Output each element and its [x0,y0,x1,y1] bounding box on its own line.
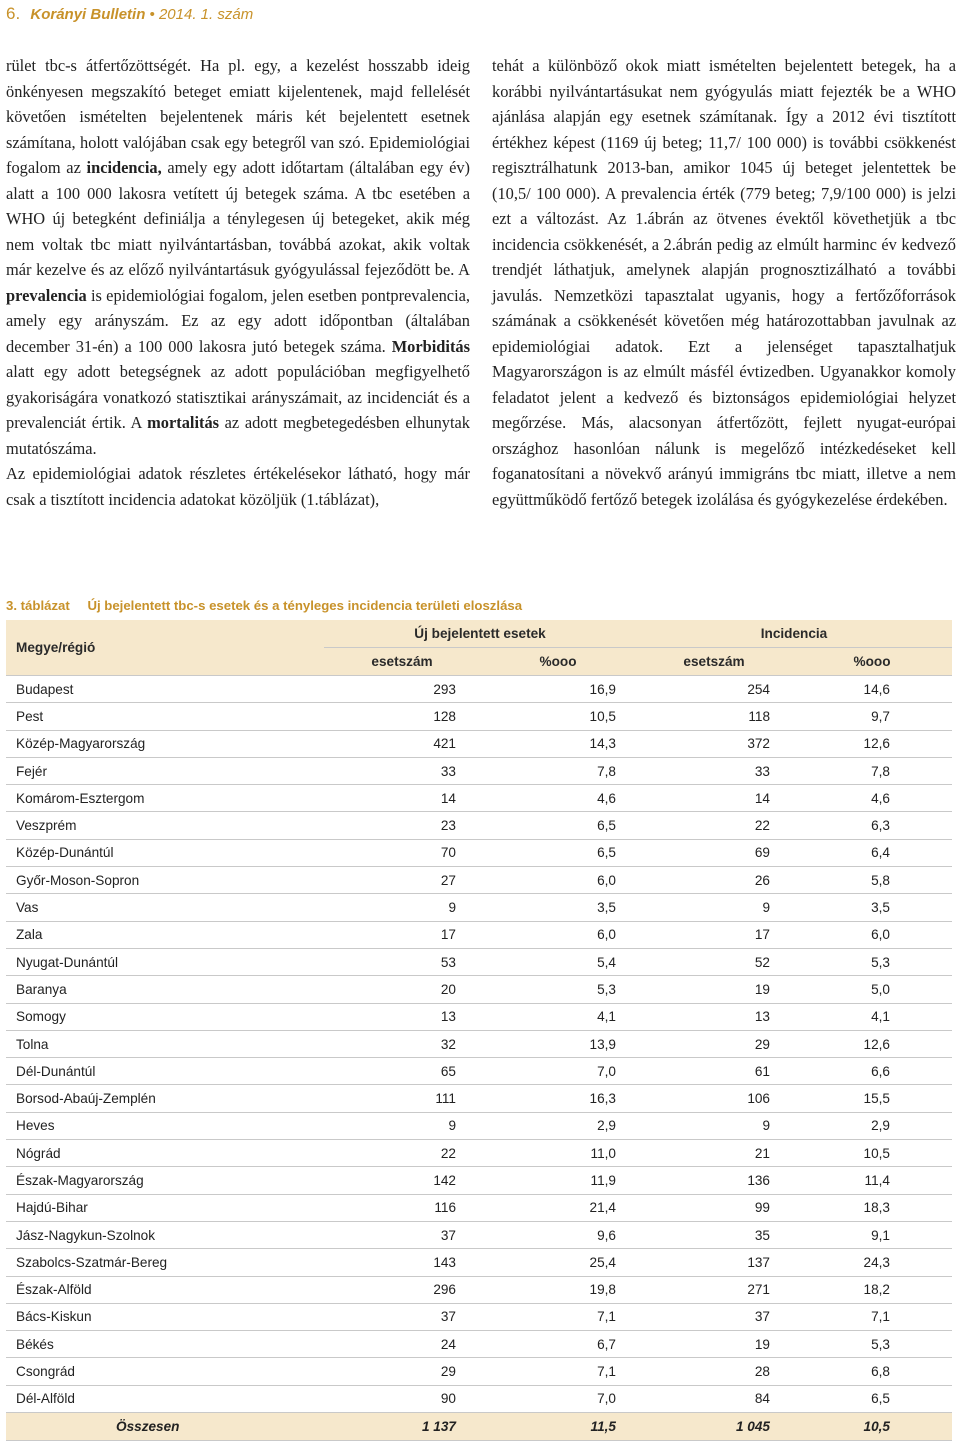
table-row [6,1303,952,1330]
table-row [6,894,952,921]
incidence-cases: 106 [636,1085,792,1112]
region-column-header: Megye/régió [6,620,324,676]
region-name: Csongrád [6,1358,324,1385]
new-cases: 9 [324,894,480,921]
region-name: Nógrád [6,1140,324,1167]
page-number: 6. [6,4,21,23]
table-row [6,812,952,839]
new-cases: 90 [324,1385,480,1412]
incidence-rate: 7,8 [792,757,952,784]
new-cases-rate: 6,5 [480,839,636,866]
region-name: Nyugat-Dunántúl [6,948,324,975]
incidence-cases: 271 [636,1276,792,1303]
new-cases-rate: 16,9 [480,676,636,703]
region-name: Közép-Dunántúl [6,839,324,866]
incidence-cases: 372 [636,730,792,757]
incidence-rate: 3,5 [792,894,952,921]
incidence-rate: 10,5 [792,1140,952,1167]
table-row [6,1358,952,1385]
incidence-rate: 5,8 [792,867,952,894]
incidence-rate: 2,9 [792,1112,952,1139]
new-cases: 142 [324,1167,480,1194]
region-name: Szabolcs-Szatmár-Bereg [6,1249,324,1276]
incidence-cases: 19 [636,976,792,1003]
region-name: Hajdú-Bihar [6,1194,324,1221]
new-cases-rate: 21,4 [480,1194,636,1221]
new-cases: 53 [324,948,480,975]
new-cases-rate: 7,1 [480,1303,636,1330]
new-cases: 143 [324,1249,480,1276]
region-name: Dél-Alföld [6,1385,324,1412]
table-row [6,1221,952,1248]
incidence-cases: 13 [636,1003,792,1030]
table-body [6,676,952,1413]
term-incidencia: incidencia, [86,158,162,177]
new-cases-rate: 7,0 [480,1058,636,1085]
new-cases: 37 [324,1221,480,1248]
incidence-cases: 33 [636,757,792,784]
incidence-rate: 6,0 [792,921,952,948]
incidence-cases: 14 [636,785,792,812]
table-row [6,703,952,730]
incidence-rate: 14,6 [792,676,952,703]
total-incidence-rate: 10,5 [792,1413,952,1441]
table-row [6,1112,952,1139]
left-paragraph-1 [6,53,470,461]
text-run: az adott megbetegedésben elhunytak mutatószáma. [6,413,470,458]
table-row [6,676,952,703]
new-cases: 24 [324,1331,480,1358]
new-cases: 9 [324,1112,480,1139]
new-cases: 13 [324,1003,480,1030]
new-cases: 421 [324,730,480,757]
table-header-row [6,620,952,648]
new-cases: 20 [324,976,480,1003]
region-name: Pest [6,703,324,730]
region-name: Komárom-Esztergom [6,785,324,812]
region-name: Békés [6,1331,324,1358]
table-caption [6,598,522,613]
table-row [6,1085,952,1112]
new-cases: 17 [324,921,480,948]
incidence-rate: 4,1 [792,1003,952,1030]
incidence-cases: 69 [636,839,792,866]
new-cases-rate: 5,3 [480,976,636,1003]
incidence-cases: 136 [636,1167,792,1194]
incidence-rate: 6,6 [792,1058,952,1085]
incidence-rate: 7,1 [792,1303,952,1330]
table-row [6,1385,952,1412]
new-cases-rate: 9,6 [480,1221,636,1248]
new-cases-rate: 6,5 [480,812,636,839]
table-row [6,1276,952,1303]
table-row [6,1167,952,1194]
tb-region-table [6,620,952,1441]
region-name: Vas [6,894,324,921]
region-name: Zala [6,921,324,948]
table-row [6,976,952,1003]
incidence-cases: 17 [636,921,792,948]
term-prevalencia: prevalencia [6,285,87,305]
table-row [6,785,952,812]
new-cases-rate: 7,0 [480,1385,636,1412]
table-row [6,839,952,866]
table-row [6,730,952,757]
table-row [6,948,952,975]
table-row [6,1030,952,1057]
right-column [492,53,956,512]
total-rate: 11,5 [480,1413,636,1441]
term-morbiditas: Morbiditás [391,336,470,356]
table-row [6,921,952,948]
region-name: Tolna [6,1030,324,1057]
region-name: Észak-Magyarország [6,1167,324,1194]
new-cases: 128 [324,703,480,730]
new-cases-rate: 7,8 [480,757,636,784]
table-number: 3. táblázat [6,598,70,613]
region-name: Győr-Moson-Sopron [6,867,324,894]
table-row [6,1194,952,1221]
region-name: Jász-Nagykun-Szolnok [6,1221,324,1248]
left-paragraph-2: Az epidemiológiai adatok részletes értékelésekor látható, hogy már csak a tisztított incidencia adatokat közöljük (1.táblázat), [6,464,470,509]
incidence-cases: 137 [636,1249,792,1276]
new-cases-rate: 6,0 [480,867,636,894]
new-cases: 293 [324,676,480,703]
incidence-cases: 29 [636,1030,792,1057]
new-cases-rate: 11,9 [480,1167,636,1194]
table-row [6,1003,952,1030]
region-name: Borsod-Abaúj-Zemplén [6,1085,324,1112]
text-run: is epidemiológiai fogalom, jelen esetben pontprevalencia, amely egy arányszám. Ez az egy adott időpontban (általában december 31-én) a 100 000 lakosra jutó betegek száma. [6,285,470,356]
new-cases: 29 [324,1358,480,1385]
incidence-cases: 22 [636,812,792,839]
new-cases-rate: 25,4 [480,1249,636,1276]
new-cases: 37 [324,1303,480,1330]
incidence-rate: 6,5 [792,1385,952,1412]
incidence-rate: 5,3 [792,1331,952,1358]
incidence-rate: 5,3 [792,948,952,975]
region-name: Somogy [6,1003,324,1030]
region-name: Budapest [6,676,324,703]
new-cases: 14 [324,785,480,812]
incidence-rate: 9,7 [792,703,952,730]
table-row [6,1140,952,1167]
incidence-cases: 9 [636,894,792,921]
incidence-cases: 9 [636,1112,792,1139]
term-mortalitas: mortalitás [147,413,220,432]
new-cases: 33 [324,757,480,784]
incidence-cases: 37 [636,1303,792,1330]
incidence-rate: 6,8 [792,1358,952,1385]
table-total-row [6,1413,952,1441]
table-row [6,867,952,894]
incidence-cases: 118 [636,703,792,730]
running-header [6,4,253,24]
incidence-rate: 4,6 [792,785,952,812]
new-cases: 27 [324,867,480,894]
incidence-cases: 52 [636,948,792,975]
region-name: Észak-Alföld [6,1276,324,1303]
issue-label: • 2014. 1. szám [149,6,254,23]
right-paragraph: tehát a különböző okok miatt ismételten bejelentett betegek, ha a korábbi nyilvántartásukat nem gyógyulás miatt fejezték be a WHO ajánlása alapján egy esetnek számítanak. Így a 2012 évi tisztított értékhez képest (1169 új beteg; 11,7/ 100 000) is további csökkenést regisztrálhatunk 2013-ban, amikor 1045 új beteget jelentettek be (10,5/ 100 000). A prevalencia érték (779 beteg; 7,9/100 000) is jelzi ezt a változást. Az 1.ábrán az ötvenes évektől követhetjük a tbc incidencia csökkenését, a 2.ábrán pedig az elmúlt harminc év kedvező trendjét láthatjuk, amelynek alapján prognosztizálható a további javulás. Nemzetközi tapasztalat ugyanis, hogy a fertőzőforrások számának a csökkenését követően még határozottabban javulnak az epidemiológiai adatok. Ezt a jelenséget tapasztalhatjuk Magyarországon is az elmúlt másfél évtizedben. Ugyanakkor komoly feladatot jelent a kedvező és biztonságos epidemiológiai helyzet megőrzése. Más, alacsonyan átfertőzött, fejlett nyugat-európai országhoz hasonlóan nálunk is megelőző intézkedéseket kell foganatosítani a növekvő arányú immigráns tbc miatt, illetve a nem együttműködő fertőző betegek izolálása és gyógykezelése érdekében. [492,56,956,509]
incidence-rate: 15,5 [792,1085,952,1112]
new-cases: 111 [324,1085,480,1112]
subheader-cases: esetszám [636,648,792,676]
group-header-new-cases: Új bejelentett esetek [324,620,636,648]
subheader-cases: esetszám [324,648,480,676]
incidence-rate: 5,0 [792,976,952,1003]
new-cases-rate: 4,1 [480,1003,636,1030]
incidence-rate: 9,1 [792,1221,952,1248]
total-label: Összesen [6,1413,324,1441]
new-cases-rate: 16,3 [480,1085,636,1112]
new-cases-rate: 19,8 [480,1276,636,1303]
incidence-cases: 254 [636,676,792,703]
new-cases: 296 [324,1276,480,1303]
new-cases-rate: 2,9 [480,1112,636,1139]
incidence-rate: 18,3 [792,1194,952,1221]
new-cases-rate: 3,5 [480,894,636,921]
incidence-cases: 61 [636,1058,792,1085]
region-name: Közép-Magyarország [6,730,324,757]
incidence-cases: 35 [636,1221,792,1248]
total-incidence-cases: 1 045 [636,1413,792,1441]
new-cases-rate: 6,0 [480,921,636,948]
incidence-rate: 11,4 [792,1167,952,1194]
incidence-cases: 28 [636,1358,792,1385]
new-cases-rate: 13,9 [480,1030,636,1057]
incidence-cases: 19 [636,1331,792,1358]
new-cases-rate: 7,1 [480,1358,636,1385]
new-cases-rate: 4,6 [480,785,636,812]
text-run: rület tbc-s átfertőzöttségét. Ha pl. egy, a kezelést hosszabb ideig önkényesen megszakító beteget emiatt kijelentenek, majd fellelését követően ismételten bejelentenek máris két bejelentett esetnek számítana, holott valójában csak egy betegről van szó. Epidemiológiai fogalom az [6,56,470,177]
table-row [6,1331,952,1358]
subheader-rate: %ooo [480,648,636,676]
table-row [6,757,952,784]
incidence-rate: 12,6 [792,730,952,757]
group-header-incidence: Incidencia [636,620,952,648]
table-row [6,1058,952,1085]
incidence-rate: 24,3 [792,1249,952,1276]
region-name: Veszprém [6,812,324,839]
new-cases: 116 [324,1194,480,1221]
new-cases-rate: 10,5 [480,703,636,730]
incidence-cases: 99 [636,1194,792,1221]
new-cases-rate: 14,3 [480,730,636,757]
incidence-cases: 26 [636,867,792,894]
new-cases: 22 [324,1140,480,1167]
total-cases: 1 137 [324,1413,480,1441]
incidence-rate: 6,3 [792,812,952,839]
region-name: Baranya [6,976,324,1003]
subheader-rate: %ooo [792,648,952,676]
new-cases: 65 [324,1058,480,1085]
new-cases-rate: 11,0 [480,1140,636,1167]
incidence-rate: 18,2 [792,1276,952,1303]
incidence-rate: 12,6 [792,1030,952,1057]
new-cases: 70 [324,839,480,866]
new-cases: 32 [324,1030,480,1057]
region-name: Bács-Kiskun [6,1303,324,1330]
text-run: alatt egy adott betegségnek az adott populációban megfigyelhető gyakoriságára vonatkozó statisztikai arányszámait, az incidenciát és a prevalenciát értik. A [6,362,470,432]
table-title: Új bejelentett tbc-s esetek és a tényleges incidencia területi eloszlása [87,598,523,613]
region-name: Dél-Dunántúl [6,1058,324,1085]
new-cases: 23 [324,812,480,839]
left-column [6,53,470,512]
new-cases-rate: 6,7 [480,1331,636,1358]
issue-number: 2014. 1. szám [158,6,254,23]
region-name: Fejér [6,757,324,784]
incidence-cases: 21 [636,1140,792,1167]
text-run: amely egy adott időtartam (általában egy év) alatt a 100 000 lakosra vetített új betegek száma. A tbc esetében a WHO új betegként definiálja a ténylegesen új betegeket, akik még nem voltak tbc miatt nyilvántartásban, továbbá azokat, akik voltak már kezelve és az előző nyilvántartásuk gyógyulással fejeződött be. A [6,158,470,279]
table-row [6,1249,952,1276]
new-cases-rate: 5,4 [480,948,636,975]
incidence-rate: 6,4 [792,839,952,866]
incidence-cases: 84 [636,1385,792,1412]
journal-title: Korányi Bulletin [30,6,146,23]
region-name: Heves [6,1112,324,1139]
